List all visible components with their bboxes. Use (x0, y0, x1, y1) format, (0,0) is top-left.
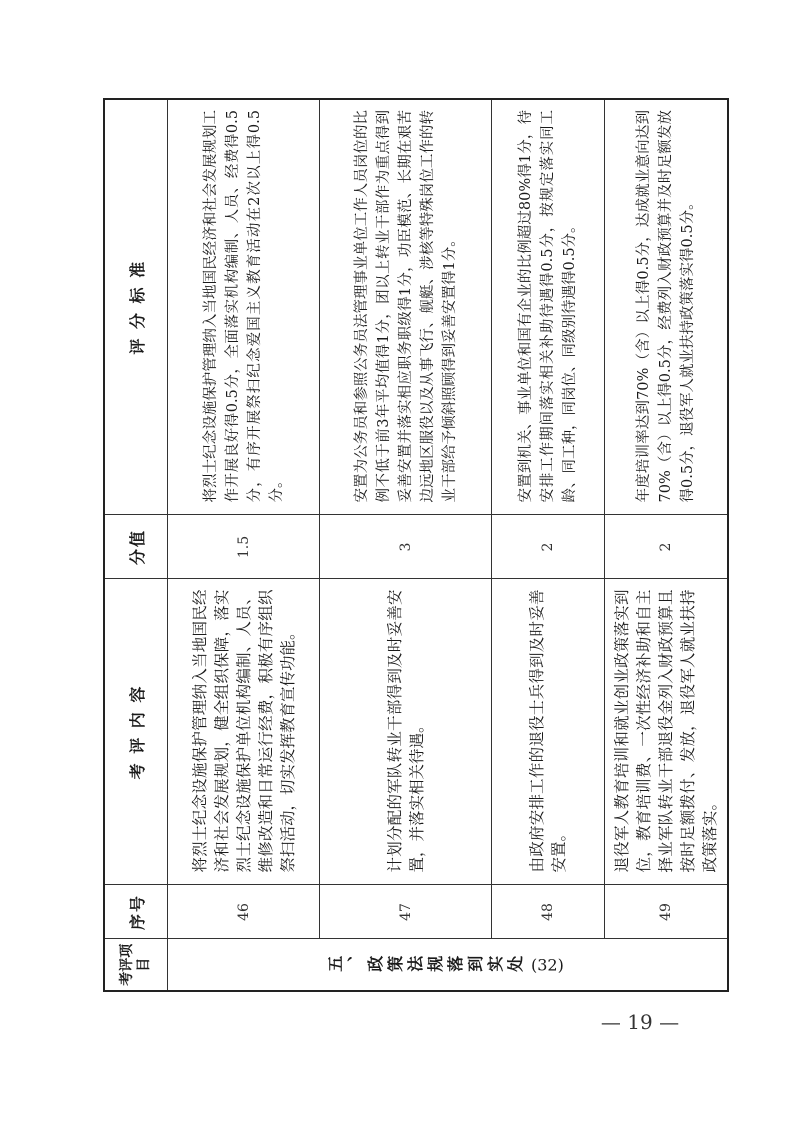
row-number: 49 (605, 885, 729, 939)
row-number: 47 (320, 885, 492, 939)
header-standard: 评 分 标 准 (104, 99, 168, 515)
table-row (168, 99, 320, 991)
row-content: 由政府安排工作的退役士兵得到及时妥善安置。 (492, 579, 605, 885)
header-num: 序号 (104, 885, 168, 939)
header-score: 分值 (104, 515, 168, 579)
row-standard: 安置为公务员和参照公务员法管理事业单位工作人员岗位的比例不低于前3年平均值得1分，团以上转业干部作为重点得到妥善安置并落实相应职务职级得1分，功臣模范、长期在艰苦边远地区服役以及从事飞行、舰艇、涉核等特殊岗位工作的转业干部给予倾斜照顾得到妥善安置得1分。 (320, 99, 492, 515)
row-standard: 安置到机关、事业单位和国有企业的比例超过80%得1分，待安排工作期间落实相关补助待遇得0.5分，按规定落实同工龄、同工种，同岗位、同级别待遇得0.5分。 (492, 99, 605, 515)
evaluation-table (103, 98, 729, 992)
row-standard: 将烈士纪念设施保护管理纳入当地国民经济和社会发展规划工作开展良好得0.5分，全面落实机构编制、人员、经费得0.5分，有序开展祭扫纪念爱国主义教育活动在2次以上得0.5分。 (168, 99, 320, 515)
item-category-cell (168, 939, 729, 991)
header-item: 考评项目 (104, 939, 168, 991)
row-score: 2 (492, 515, 605, 579)
row-content: 计划分配的军队转业干部得到及时妥善安置，并落实相关待遇。 (320, 579, 492, 885)
table-header-row (104, 99, 168, 991)
row-standard: 年度培训率达到70%（含）以上得0.5分，达成就业意向达到70%（含）以上得0.5分，经费列入财政预算并及时足额发放得0.5分，退役军人就业扶持政策落实得0.5分。 (605, 99, 729, 515)
page-number: — 19 — (600, 1010, 680, 1034)
row-score: 2 (605, 515, 729, 579)
row-content: 退役军人教育培训和就业创业政策落实到位，教育培训费、一次性经济补助和自主择业军队转业干部退役金列入财政预算且按时足额拨付、发放，退役军人就业扶持政策落实。 (605, 579, 729, 885)
row-content: 将烈士纪念设施保护管理纳入当地国民经济和社会发展规划，健全组织保障，落实烈士纪念设施保护单位机构编制、人员、维修改造和日常运行经费，积极有序组织祭扫活动，切实发挥教育宣传功能。 (168, 579, 320, 885)
rotated-table-container (103, 100, 719, 992)
row-number: 48 (492, 885, 605, 939)
header-content: 考 评 内 容 (104, 579, 168, 885)
item-category-points: (32) (531, 955, 564, 975)
item-category-label: 五、政策法规落到实处 (327, 955, 528, 975)
row-score: 3 (320, 515, 492, 579)
row-number: 46 (168, 885, 320, 939)
table-row (492, 99, 605, 991)
table-row (320, 99, 492, 991)
table-row (605, 99, 729, 991)
row-score: 1.5 (168, 515, 320, 579)
